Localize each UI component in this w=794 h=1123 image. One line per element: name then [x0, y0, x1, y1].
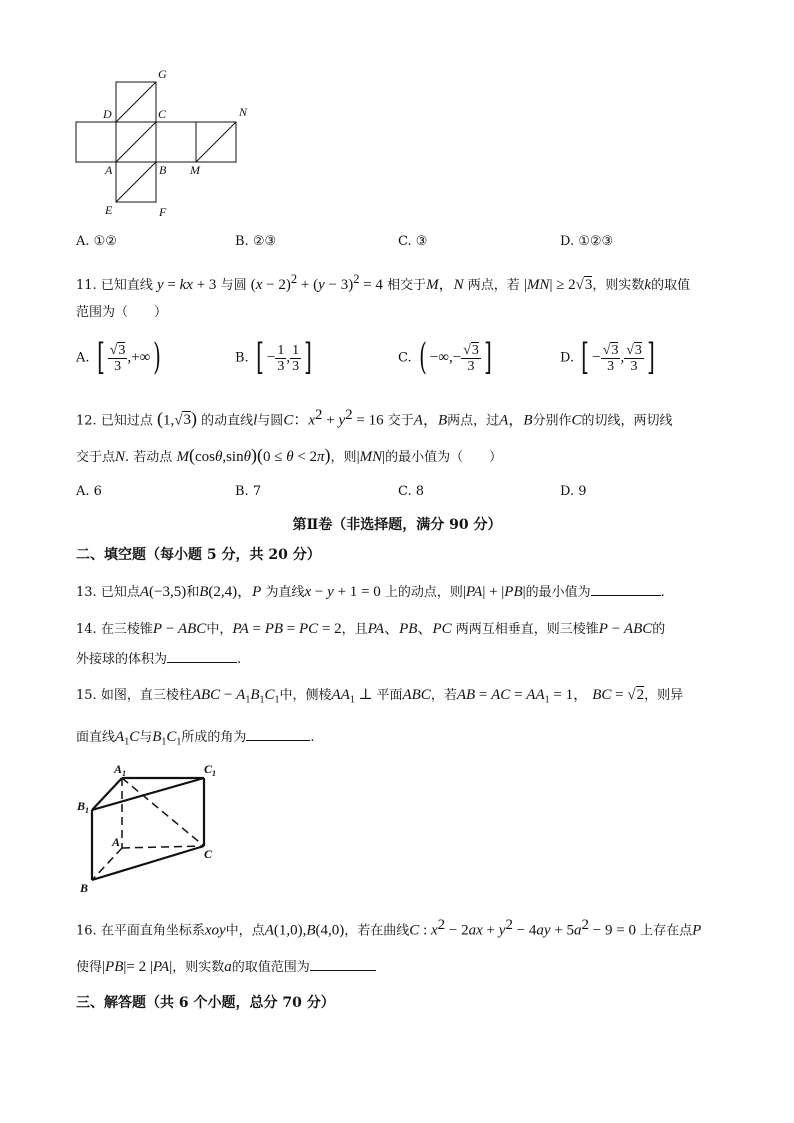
q11-stem: 11. 已知直线 y = kx + 3 与圆 $(x - 2)^2 + (y - 3)^2 = 4$ 相交于M，N 两点，若 |MN| ≥ 2√3，则实数k的取值 — [76, 272, 691, 293]
q14-stem-line2: 外接球的体积为 . — [76, 648, 241, 671]
fig-label-b1: $B_1$ — [77, 799, 90, 815]
q10-option-c: C. ③ — [398, 234, 428, 249]
part3-heading: 三、解答题（共 6 个小题，总分 70 分） — [76, 995, 335, 1011]
fig-label-a1: $A_1$ — [114, 762, 127, 778]
q10-option-b: B. ②③ — [235, 234, 277, 249]
q11-option-b: B. [ − $\frac{1}{3}$ , $\frac{1}{3}$ ] — [235, 337, 312, 378]
q10-option-d: D. ①②③ — [560, 234, 614, 249]
q16-stem-line2: 使得|PB|= 2 |PA|，则实数a的取值范围为 — [76, 956, 376, 979]
q13-stem: 13. 已知点A(−3,5)和B(2,4)，P 为直线x − y + 1 = 0 上的动点，则|PA| + |PB|的最小值为 . — [76, 581, 665, 604]
q11-option-d: D. [ − $\frac{√3}{3}$ , $\frac{√3}{3}$ ] — [560, 337, 655, 378]
q10-option-a: A. ①② — [76, 234, 117, 249]
fig-label-m: M — [190, 163, 200, 177]
fig-label-d: D — [103, 107, 112, 121]
q12-option-c: C. 8 — [398, 484, 425, 499]
q10-cube-net-figure — [70, 62, 260, 224]
fig-label-c1: $C_1$ — [204, 762, 217, 778]
q16-stem: 16. 在平面直角坐标系xoy中，点A(1,0),B(4,0)，若在曲线C : $x^2 - 2ax + y^2 - 4ay + 5a^2 - 9 = 0$ 上存在点P — [76, 917, 702, 939]
q12-option-d: D. 9 — [560, 484, 587, 499]
fig-label-n: N — [239, 105, 248, 119]
q15-prism-figure — [74, 760, 234, 896]
q15-stem: 15. 如图，直三棱柱ABC − $A_1B_1C_1$中，侧棱$AA_1$ ⊥ 平面ABC，若AB = AC = $AA_1 = 1$， BC = √2，则异 — [76, 687, 684, 706]
fig-label-e: E — [105, 203, 113, 217]
q12-stem-line2: 交于点N. 若动点 M(cosθ,sinθ)(0 ≤ θ < 2π)，则|MN|的最小值为（ ） — [76, 445, 503, 465]
fig-label-a-bottom: A — [112, 835, 121, 849]
fig-label-c-bottom: C — [204, 847, 213, 861]
q15-stem-line2: 面直线$A_1C$与$B_1C_1$所成的角为 . — [76, 726, 315, 754]
fig-label-a: A — [105, 163, 113, 177]
q14-stem: 14. 在三棱锥P − ABC中，PA = PB = PC = 2，且PA、PB、PC 两两互相垂直，则三棱锥P − ABC的 — [76, 621, 666, 637]
fig-label-b-bottom: B — [80, 881, 89, 895]
q11-option-c: C. ( −∞,− $\frac{√3}{3}$ ] — [398, 337, 492, 378]
q12-option-a: A. 6 — [76, 484, 102, 499]
fig-label-g: G — [158, 67, 167, 81]
q12-option-b: B. 7 — [235, 484, 262, 499]
fig-label-f: F — [159, 205, 167, 219]
part2-heading: 二、填空题（每小题 5 分，共 20 分） — [76, 547, 321, 563]
q12-stem: 12. 已知过点 (1,√3) 的动直线l与圆C：$x^2 + y^2 = 16$ 交于A，B两点，过A，B分别作C的切线，两切线 — [76, 407, 673, 429]
fig-label-b: B — [159, 163, 167, 177]
fig-label-c: C — [158, 107, 167, 121]
section2-title: 第Ⅱ卷（非选择题，满分 90 分） — [292, 517, 502, 533]
q11-stem-line2: 范围为（ ） — [76, 305, 168, 320]
q11-option-a: A. [ $\frac{√3}{3}$ ,+∞) — [76, 337, 162, 378]
